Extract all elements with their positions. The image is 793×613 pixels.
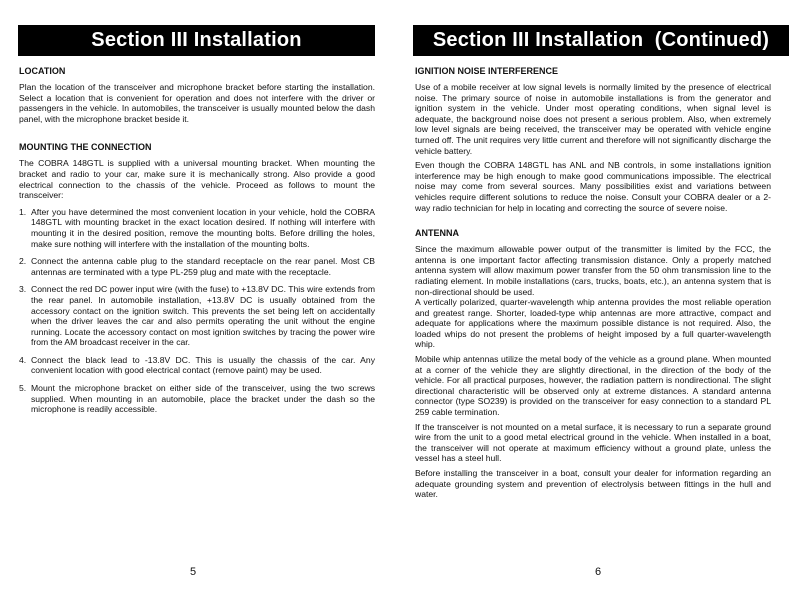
section-banner-left: Section III Installation — [18, 25, 375, 56]
step-number: 2. — [19, 256, 27, 267]
ignition-paragraph-1: Use of a mobile receiver at low signal levels is normally limited by the presence of electrical noise. The primary source of noise in automobile installations is from the generator and ignition system in the vehicle. Under most operating conditions, when signal level is adequate, the background noise does not present a serious problem. Also, when extremely low level signals are being received, the transceiver may be operated with vehicle engine turned off. The unit requires very little current and therefore will not significantly discharge the vehicle battery. — [415, 82, 771, 156]
right-page — [397, 0, 793, 613]
left-page — [0, 0, 396, 613]
right-page-content — [415, 66, 771, 500]
list-item — [19, 207, 375, 249]
step-number: 1. — [19, 206, 27, 217]
list-item — [19, 383, 375, 415]
list-item — [19, 256, 375, 277]
step-number: 4. — [19, 354, 27, 365]
mounting-heading: MOUNTING THE CONNECTION — [19, 142, 152, 153]
page-number-right: 6 — [595, 566, 602, 578]
list-item — [19, 355, 375, 376]
ignition-paragraph-2: Even though the COBRA 148GTL has ANL and NB controls, in some installations ignition interference may be high enough to make good communications impossible. The electrical noise may come from several sources. Many possibilities exist and variations between vehicles require different solutions to reduce the noise. Consult your COBRA dealer or a 2-way radio technician for help in locating and correcting the source of severe noise. — [415, 160, 771, 213]
location-text: Plan the location of the transceiver and microphone bracket before starting the installation. Select a location that is convenient for operation and does not interfere with the driver or passengers in the vehicle. In automobiles, the transceiver is usually mounted below the dash panel, with the microphone bracket beside it. — [19, 82, 375, 124]
location-heading: LOCATION — [19, 66, 66, 76]
step-text: Mount the microphone bracket on either side of the transceiver, using the two screws supplied. When mounting in an automobile, place the bracket under the dash so the microphone is readily accessible. — [31, 383, 375, 415]
antenna-paragraph-5: Before installing the transceiver in a boat, consult your dealer for information regarding an adequate grounding system and prevention of electrolysis between fittings in the hull and water. — [415, 468, 771, 500]
antenna-paragraph-1: Since the maximum allowable power output of the transmitter is limited by the FCC, the antenna is one important factor affecting transmission distance. Only a properly matched antenna system will allow maximum power transfer from the 50 ohm transmission line to the radiating element. In mobile installations (cars, trucks, boats, etc.), an antenna system that is non-directional should be used. — [415, 244, 771, 297]
mounting-intro: The COBRA 148GTL is supplied with a universal mounting bracket. When mounting the bracket and radio to your car, make sure it is mechanically strong. Also provide a good electrical connection to the chassis of the vehicle. Proceed as follows to mount the transceiver: — [19, 158, 375, 201]
step-text: Connect the black lead to -13.8V DC. This is usually the chassis of the car. Any convenient location with good electrical contact (remove paint) may be used. — [31, 354, 375, 376]
step-text: Connect the red DC power input wire (with the fuse) to +13.8V DC. This wire extends from the rear panel. In automobile installation, +13.8V DC is usually obtained from the accessory contact on the ignition switch. This prevents the set being left on accidentally when the driver leaves the car and also permits operating the unit without the engine running. Locate the accessory contact on most ignition switches by tracing the power wire from the AM broadcast receiver in the car. — [31, 284, 375, 348]
section-banner-right: Section III Installation (Continued) — [413, 25, 789, 56]
step-number: 5. — [19, 383, 27, 394]
antenna-heading: ANTENNA — [415, 228, 459, 239]
antenna-paragraph-2: A vertically polarized, quarter-wavelength whip antenna provides the most reliable operation and greatest range. Shorter, loaded-type whip antennas are more attractive, compact and adequate for applications where the maximum possible distance is not required. Also, the loaded whips do not present the problems of height imposed by a full quarter-wavelength whip. — [415, 297, 771, 350]
left-page-content — [19, 66, 375, 422]
mounting-steps-list — [19, 207, 375, 415]
step-number: 3. — [19, 284, 27, 295]
step-text: Connect the antenna cable plug to the standard receptacle on the rear panel. Most CB antennas are terminated with a type PL-259 plug and mate with the receptacle. — [31, 256, 375, 277]
list-item — [19, 284, 375, 348]
page-number-left: 5 — [190, 566, 197, 578]
step-text: After you have determined the most convenient location in your vehicle, hold the COBRA 148GTL with mounting bracket in the exact location desired. If nothing will interfere with mounting it in the desired position, remove the mounting bolts. Before drilling the holes, make sure nothing will interfere with the installation of the mounting bolts. — [31, 206, 375, 249]
antenna-paragraph-3: Mobile whip antennas utilize the metal body of the vehicle as a ground plane. When mounted at a corner of the vehicle they are slightly directional, in the direction of the body of the vehicle. For all practical purposes, however, the radiation pattern is nondirectional. The slight directional characteristic will be observed only at extreme distances. A standard antenna connector (type SO239) is provided on the transceiver for easy connection to a standard PL 259 cable termination. — [415, 354, 771, 418]
antenna-paragraph-4: If the transceiver is not mounted on a metal surface, it is necessary to run a separate ground wire from the unit to a good metal electrical ground in the vehicle. When installed in a boat, the transceiver will not operate at maximum efficiency without a ground plate, unless the vessel has a steel hull. — [415, 421, 771, 464]
ignition-heading: IGNITION NOISE INTERFERENCE — [415, 66, 559, 76]
